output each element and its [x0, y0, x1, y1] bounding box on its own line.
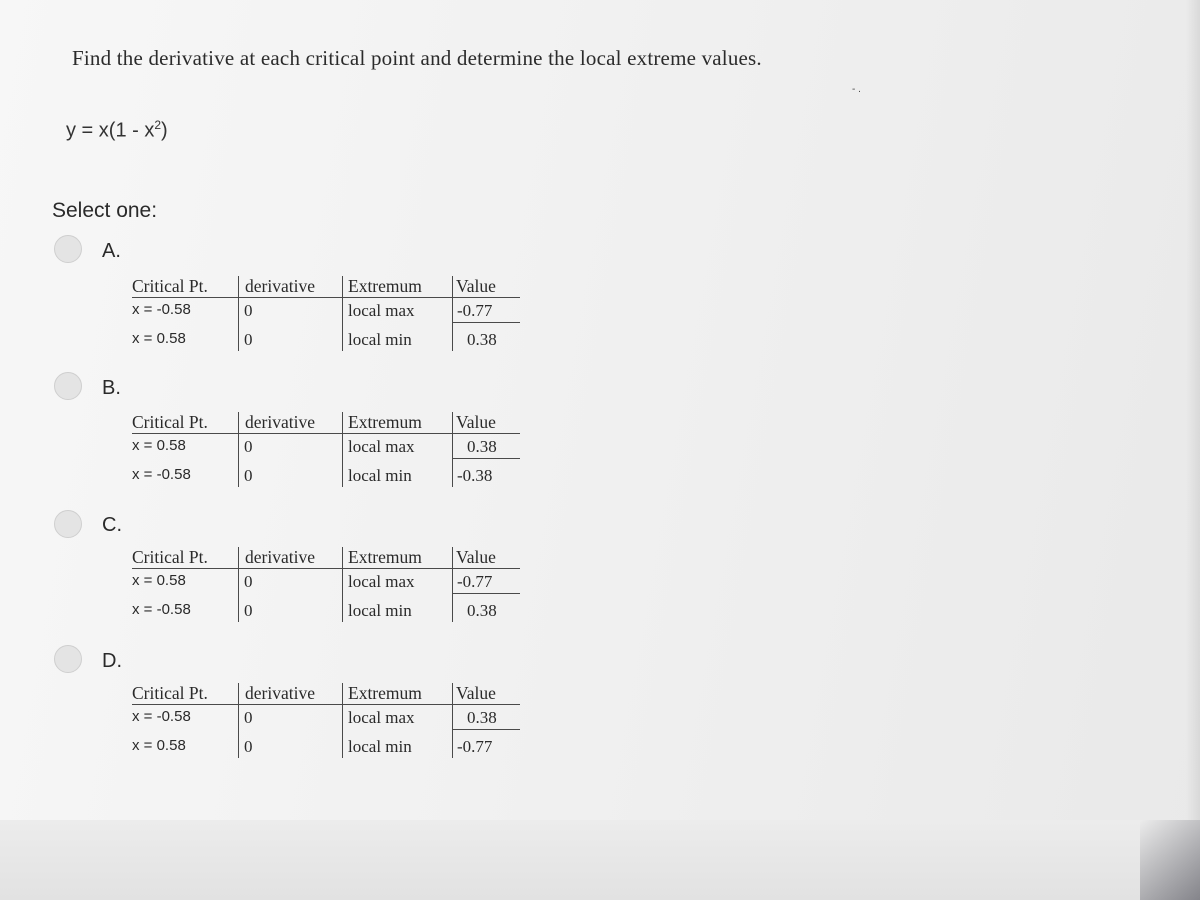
row-2-extremum: local min: [348, 466, 412, 485]
header-value: Value: [456, 412, 496, 432]
page-edge-shadow: [1186, 0, 1200, 900]
option-b-letter: B.: [102, 377, 121, 399]
column-divider: [452, 276, 453, 351]
function-formula: [66, 118, 168, 143]
option-d-radio[interactable]: [54, 645, 82, 673]
column-divider: [342, 547, 343, 622]
header-rule: [132, 433, 520, 434]
header-value: Value: [456, 547, 496, 567]
header-derivative: derivative: [245, 276, 315, 296]
row-2-extremum: local min: [348, 601, 412, 620]
row-2-critical-pt: x = 0.58: [132, 330, 186, 347]
row-1-critical-pt: x = -0.58: [132, 301, 191, 318]
row-2-derivative: 0: [244, 737, 253, 756]
row-2-value: 0.38: [467, 330, 497, 349]
header-rule: [132, 704, 520, 705]
column-divider: [238, 276, 239, 351]
row-1-derivative: 0: [244, 708, 253, 727]
column-divider: [452, 683, 453, 758]
stray-mark: - .: [852, 84, 861, 95]
row-2-value: -0.38: [457, 466, 493, 485]
row-1-derivative: 0: [244, 301, 253, 320]
row-1-extremum: local max: [348, 708, 415, 727]
row-1-derivative: 0: [244, 572, 253, 591]
row-2-derivative: 0: [244, 601, 253, 620]
column-divider: [238, 683, 239, 758]
page-footer-area: [0, 820, 1200, 900]
header-extremum: Extremum: [348, 683, 422, 703]
row-1-value: 0.38: [467, 708, 497, 727]
header-critical-pt: Critical Pt.: [132, 412, 208, 432]
column-divider: [342, 276, 343, 351]
option-d-letter: D.: [102, 650, 122, 672]
row-1-critical-pt: x = -0.58: [132, 708, 191, 725]
option-a-radio[interactable]: [54, 235, 82, 263]
option-c-letter: C.: [102, 514, 122, 536]
row-1-derivative: 0: [244, 437, 253, 456]
option-b-radio[interactable]: [54, 372, 82, 400]
header-value: Value: [456, 683, 496, 703]
column-divider: [238, 547, 239, 622]
row-1-value: -0.77: [457, 301, 493, 320]
column-divider: [342, 412, 343, 487]
value-cell-rule: [452, 593, 520, 594]
formula-close: ): [161, 119, 168, 142]
option-a-letter: A.: [102, 240, 121, 262]
row-1-extremum: local max: [348, 437, 415, 456]
select-one-label: Select one:: [52, 199, 158, 222]
row-2-derivative: 0: [244, 466, 253, 485]
column-divider: [238, 412, 239, 487]
header-rule: [132, 297, 520, 298]
header-critical-pt: Critical Pt.: [132, 683, 208, 703]
row-1-extremum: local max: [348, 572, 415, 591]
row-2-extremum: local min: [348, 737, 412, 756]
header-critical-pt: Critical Pt.: [132, 547, 208, 567]
header-extremum: Extremum: [348, 547, 422, 567]
row-2-critical-pt: x = -0.58: [132, 466, 191, 483]
column-divider: [452, 412, 453, 487]
row-2-critical-pt: x = -0.58: [132, 601, 191, 618]
row-2-value: -0.77: [457, 737, 493, 756]
row-2-derivative: 0: [244, 330, 253, 349]
screen-corner-shadow: [1140, 820, 1200, 900]
row-1-value: 0.38: [467, 437, 497, 456]
formula-base: y = x(1 - x: [66, 119, 155, 142]
row-2-critical-pt: x = 0.58: [132, 737, 186, 754]
question-text: Find the derivative at each critical point and determine the local extreme values.: [72, 46, 762, 70]
header-derivative: derivative: [245, 683, 315, 703]
header-value: Value: [456, 276, 496, 296]
row-1-critical-pt: x = 0.58: [132, 437, 186, 454]
option-c-radio[interactable]: [54, 510, 82, 538]
header-extremum: Extremum: [348, 276, 422, 296]
column-divider: [342, 683, 343, 758]
header-derivative: derivative: [245, 547, 315, 567]
header-critical-pt: Critical Pt.: [132, 276, 208, 296]
row-1-critical-pt: x = 0.58: [132, 572, 186, 589]
row-1-extremum: local max: [348, 301, 415, 320]
header-rule: [132, 568, 520, 569]
value-cell-rule: [452, 322, 520, 323]
row-2-value: 0.38: [467, 601, 497, 620]
row-2-extremum: local min: [348, 330, 412, 349]
row-1-value: -0.77: [457, 572, 493, 591]
column-divider: [452, 547, 453, 622]
value-cell-rule: [452, 729, 520, 730]
header-derivative: derivative: [245, 412, 315, 432]
formula-exponent: 2: [154, 118, 162, 132]
value-cell-rule: [452, 458, 520, 459]
header-extremum: Extremum: [348, 412, 422, 432]
